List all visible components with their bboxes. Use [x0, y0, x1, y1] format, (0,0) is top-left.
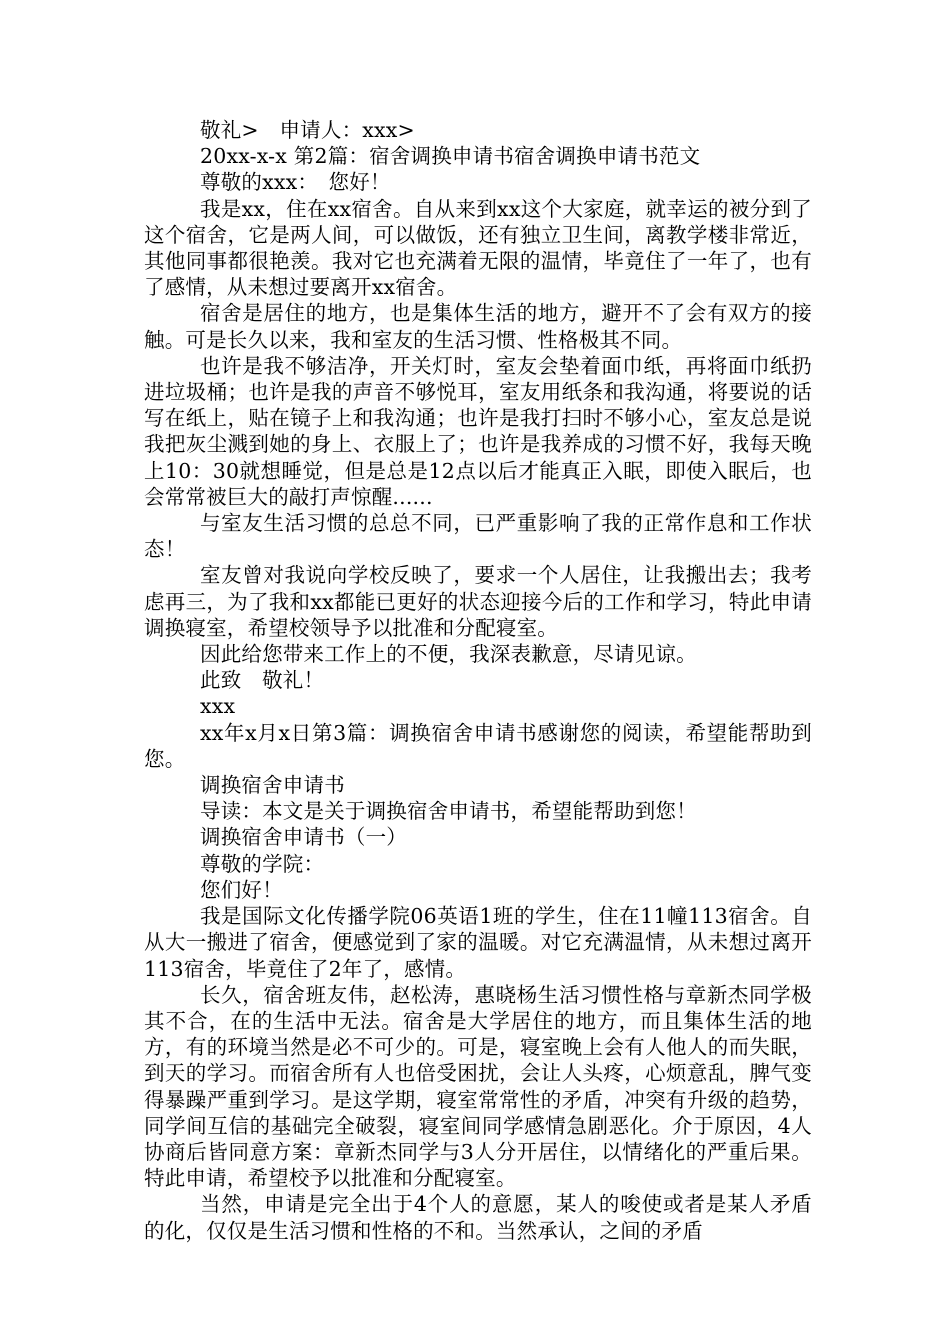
body-paragraph: 宿舍是居住的地方，也是集体生活的地方，避开不了会有双方的接触。可是长久以来，我和室友的生活习惯、性格极其不同。	[144, 301, 812, 352]
body-paragraph: 因此给您带来工作上的不便，我深表歉意，尽请见谅。	[200, 642, 697, 667]
greeting: 尊敬的xxx： 您好！	[200, 170, 391, 195]
greeting: 尊敬的学院：	[200, 851, 325, 876]
date-and-third-title: xx年x月x日第3篇：调换宿舍申请书感谢您的阅读，希望能帮助到您。	[144, 720, 812, 771]
body-paragraph: 当然，申请是完全出于4个人的意愿，某人的唆使或者是某人矛盾的化，仅仅是生活习惯和性格的不和。当然承认，之间的矛盾	[144, 1192, 812, 1243]
greeting: 您们好！	[200, 877, 283, 902]
body-paragraph: 我是国际文化传播学院06英语1班的学生，住在11幢113宿舍。自从大一搬进了宿舍，便感觉到了家的温暖。对它充满温情，从未想过离开113宿舍，毕竟住了2年了，感情。	[144, 904, 812, 981]
body-paragraph: 我是xx，住在xx宿舍。自从来到xx这个大家庭，就幸运的被分到了这个宿舍，它是两人间，可以做饭，还有独立卫生间，离教学楼非常近，其他同事都很艳羡。我对它也充满着无限的温情，毕竟住了一年了，也有了感情，从未想过要离开xx宿舍。	[144, 196, 812, 300]
document-body	[144, 117, 812, 1244]
body-paragraph: 室友曾对我说向学校反映了，要求一个人居住，让我搬出去；我考虑再三，为了我和xx都能已更好的状态迎接今后的工作和学习，特此申请调换寝室，希望校领导予以批准和分配寝室。	[144, 563, 812, 640]
body-paragraph: 长久，宿舍班友伟，赵松涛，惠晓杨生活习惯性格与章新杰同学极其不合，在的生活中无法。宿舍是大学居住的地方，而且集体生活的地方，有的环境当然是必不可少的。可是，寝室晚上会有人他人的而失眠，到天的学习。而宿舍所有人也倍受困扰，会让人头疼，心烦意乱，脾气变得暴躁严重到学习。是这学期，寝室常常性的矛盾，冲突有升级的趋势，同学间互信的基础完全破裂，寝室间同学感情急剧恶化。介于原因，4人协商后皆同意方案：章新杰同学与3人分开居住，以情绪化的严重后果。特此申请，希望校予以批准和分配寝室。	[144, 982, 812, 1191]
closing-salutation: 敬礼> 申请人：xxx>	[200, 118, 415, 142]
section-title: 调换宿舍申请书	[200, 773, 345, 798]
date-and-second-title: 20xx-x-x 第2篇：宿舍调换申请书宿舍调换申请书范文	[200, 144, 701, 169]
closing-line: 此致 敬礼！	[200, 668, 325, 693]
intro-line: 导读：本文是关于调换宿舍申请书，希望能帮助到您！	[200, 799, 697, 824]
signature: xxx	[200, 694, 236, 719]
body-paragraph: 也许是我不够洁净，开关灯时，室友会垫着面巾纸，再将面巾纸扔进垃圾桶；也许是我的声音不够悦耳，室友用纸条和我沟通，将要说的话写在纸上，贴在镜子上和我沟通；也许是我打扫时不够小心，室友总是说我把灰尘溅到她的身上、衣服上了；也许是我养成的习惯不好，我每天晚上10：30就想睡觉，但是总是12点以后才能真正入眠，即使入眠后，也会常常被巨大的敲打声惊醒......	[144, 353, 812, 509]
subsection-title: 调换宿舍申请书（一）	[200, 825, 407, 850]
body-paragraph: 与室友生活习惯的总总不同，已严重影响了我的正常作息和工作状态！	[144, 511, 812, 562]
